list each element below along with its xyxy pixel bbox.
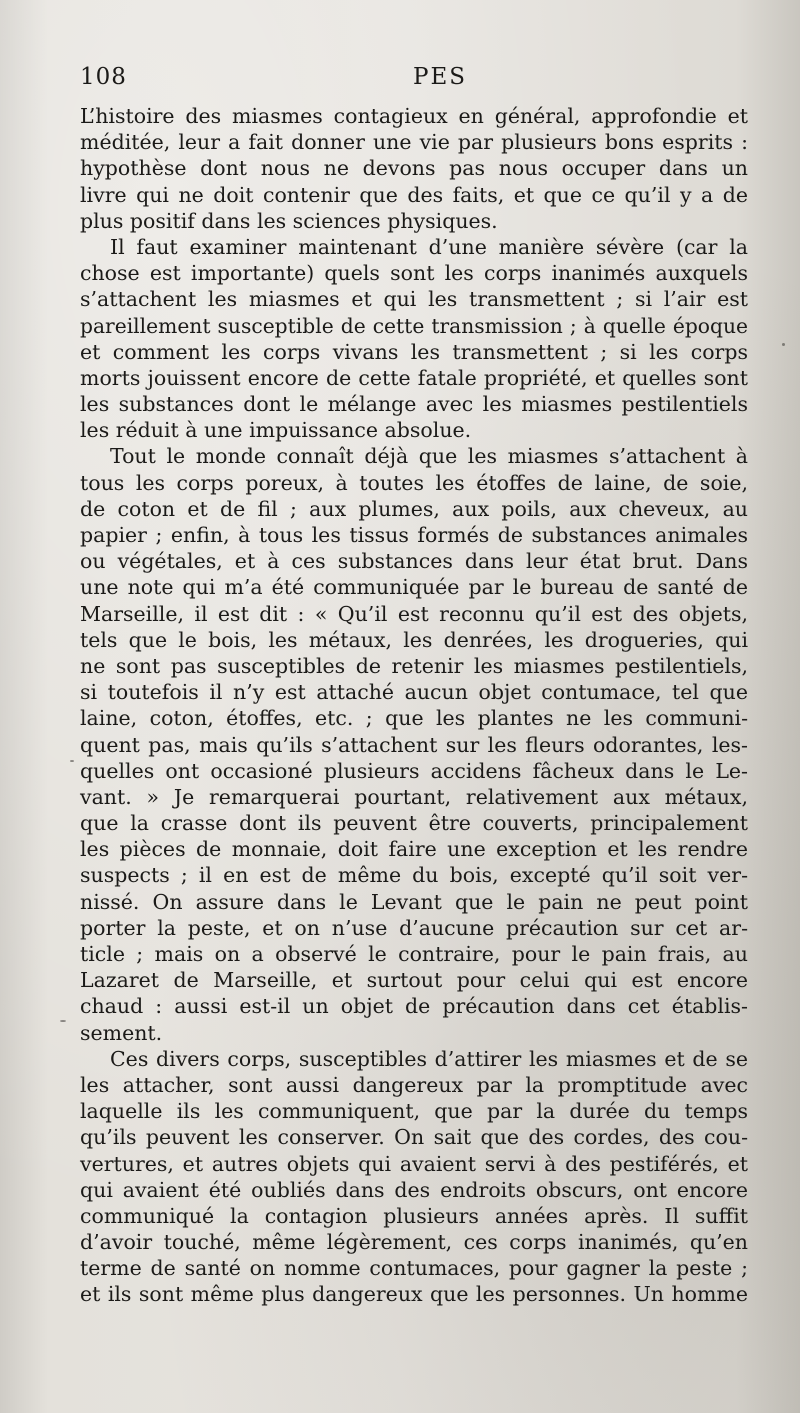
text-line: vant. » Je remarquerai pourtant, relativement aux métaux, xyxy=(80,784,748,809)
text-line: quelles ont occasioné plusieurs accidens fâcheux dans le Le- xyxy=(80,758,748,783)
text-line: terme de santé on nomme contumaces, pour gagner la peste ; xyxy=(80,1256,748,1281)
text-line: ne sont pas susceptibles de retenir les miasmes pestilentiels, xyxy=(80,653,748,678)
text-line: tous les corps poreux, à toutes les étoffes de laine, de soie, xyxy=(80,470,748,495)
text-line: les attacher, sont aussi dangereux par la promptitude avec xyxy=(80,1072,748,1097)
text-line: Lazaret de Marseille, et surtout pour celui qui est encore xyxy=(80,968,748,993)
text-line: ticle ; mais on a observé le contraire, pour le pain frais, au xyxy=(80,942,748,966)
paper-speck xyxy=(60,1020,66,1022)
text-line: Marseille, il est dit : « Qu’il est reconnu qu’il est des objets, xyxy=(80,601,748,626)
text-line: nissé. On assure dans le Levant que le pain ne peut point xyxy=(80,889,748,914)
text-line: porter la peste, et on n’use d’aucune précaution sur cet ar- xyxy=(80,915,748,940)
text-line: hypothèse dont nous ne devons pas nous occuper dans un xyxy=(80,156,748,181)
text-line: les pièces de monnaie, doit faire une exception et les rendre xyxy=(80,837,748,862)
text-line: ou végétales, et à ces substances dans leur état brut. Dans xyxy=(80,549,748,574)
text-line: laquelle ils les communiquent, que par la durée du temps xyxy=(80,1099,748,1124)
paper-speck xyxy=(70,760,74,762)
text-line: qui avaient été oubliés dans des endroits obscurs, ont encore xyxy=(80,1177,748,1202)
text-line: de coton et de fil ; aux plumes, aux poils, aux cheveux, au xyxy=(80,496,748,521)
text-line: sement. xyxy=(80,1020,163,1045)
running-head: PES xyxy=(412,64,468,90)
text-line: qu’ils peuvent les conserver. On sait que des cordes, des cou- xyxy=(80,1125,748,1150)
text-line: communiqué la contagion plusieurs années après. Il suffit xyxy=(80,1203,748,1228)
text-line: et ils sont même plus dangereux que les personnes. Un homme xyxy=(80,1282,748,1307)
text-line: tels que le bois, les métaux, les denrées, les drogueries, qui xyxy=(80,627,748,652)
text-line: vertures, et autres objets qui avaient servi à des pestiférés, et xyxy=(80,1151,748,1176)
body-text xyxy=(80,103,748,1308)
text-line: les substances dont le mélange avec les miasmes pestilentiels xyxy=(80,392,748,417)
text-line: les réduit à une impuissance absolue. xyxy=(80,418,472,443)
text-line: L’histoire des miasmes contagieux en général, approfondie et xyxy=(80,104,748,128)
text-line: livre qui ne doit contenir que des faits, et que ce qu’il y a de xyxy=(80,182,748,207)
page-number: 108 xyxy=(80,64,127,90)
text-line: suspects ; il en est de même du bois, excepté qu’il soit ver- xyxy=(80,863,748,888)
text-line: méditée, leur a fait donner une vie par plusieurs bons esprits : xyxy=(80,130,748,155)
text-line: et comment les corps vivans les transmettent ; si les corps xyxy=(80,339,748,364)
text-line: plus positif dans les sciences physiques. xyxy=(80,208,498,233)
text-line: papier ; enfin, à tous les tissus formés de substances animales xyxy=(80,523,748,547)
page-header xyxy=(80,64,750,94)
text-line: chaud : aussi est-il un objet de précaution dans cet établis- xyxy=(80,994,748,1019)
text-line: d’avoir touché, même légèrement, ces corps inanimés, qu’en xyxy=(80,1230,748,1255)
text-line: Ces divers corps, susceptibles d’attirer les miasmes et de se xyxy=(110,1046,748,1071)
text-line: laine, coton, étoffes, etc. ; que les plantes ne les communi- xyxy=(80,706,748,731)
text-line: chose est importante) quels sont les corps inanimés auxquels xyxy=(80,261,748,286)
text-line: Tout le monde connaît déjà que les miasmes s’attachent à xyxy=(110,444,748,469)
text-line: pareillement susceptible de cette transmission ; à quelle époque xyxy=(80,313,748,338)
text-line: quent pas, mais qu’ils s’attachent sur les fleurs odorantes, les- xyxy=(80,732,748,757)
text-line: que la crasse dont ils peuvent être couverts, principalement xyxy=(80,811,748,836)
paper-speck xyxy=(782,343,785,346)
text-line: si toutefois il n’y est attaché aucun objet contumace, tel que xyxy=(80,680,748,705)
text-line: Il faut examiner maintenant d’une manière sévère (car la xyxy=(110,234,748,259)
text-line: morts jouissent encore de cette fatale propriété, et quelles sont xyxy=(80,365,748,390)
text-line: s’attachent les miasmes et qui les transmettent ; si l’air est xyxy=(80,287,748,312)
text-line: une note qui m’a été communiquée par le bureau de santé de xyxy=(80,575,748,600)
